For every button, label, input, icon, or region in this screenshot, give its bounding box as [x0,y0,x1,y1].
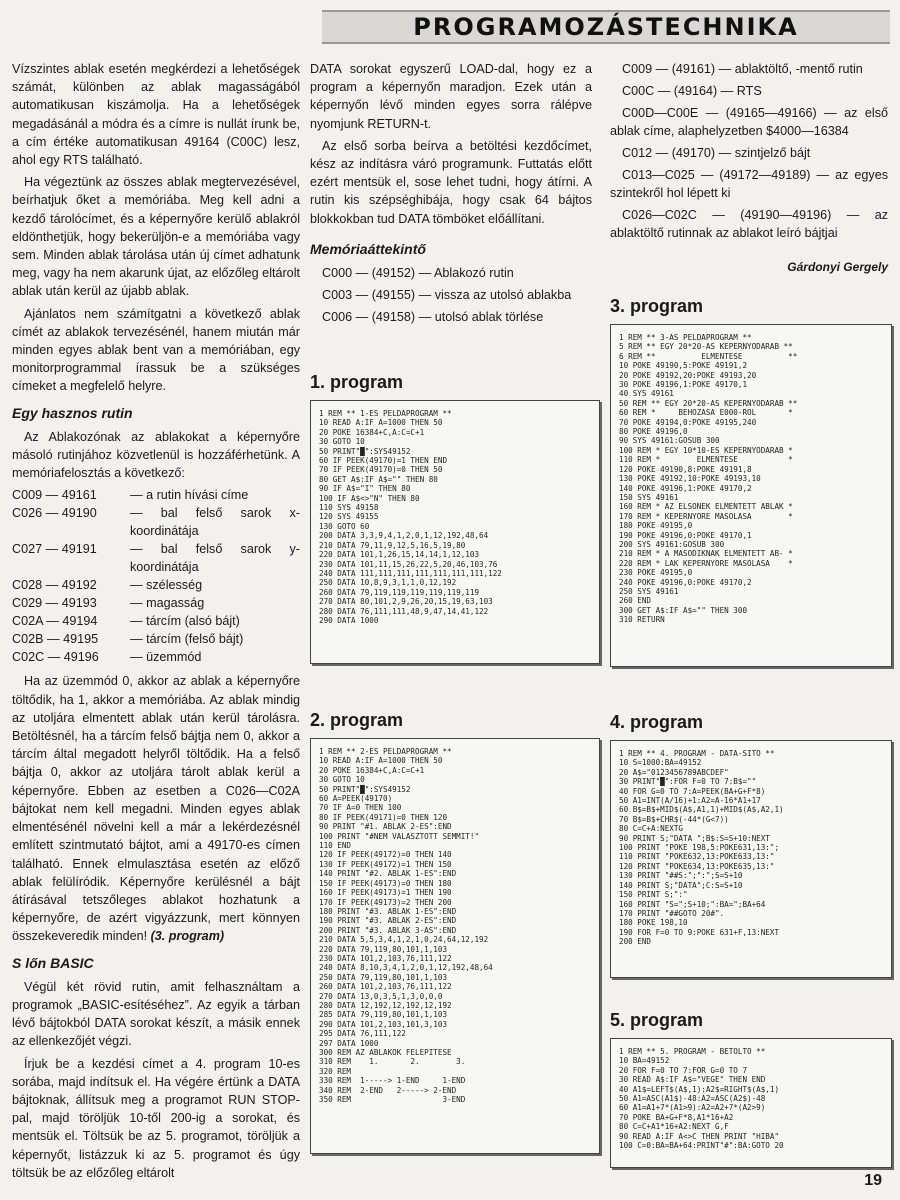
memory-address: C02B — 49195 [12,632,99,647]
program-2-listing [310,738,600,1154]
code-line: 285 DATA 79,119,80,101,1,103 [319,1010,448,1020]
code-line: 1 REM ** 3-AS PELDAPROGRAM ** [619,333,752,342]
code-line: 70 IF PEEK(49170)=0 THEN 50 [319,465,443,475]
code-line: 100 IF A$<>"N" THEN 80 [319,493,420,503]
memory-desc: — tárcím (felső bájt) [130,632,244,647]
code-line: 170 IF PEEK(49173)=2 THEN 200 [319,897,452,907]
code-line: 190 FOR F=0 TO 9:POKE 631+F,13:NEXT [619,927,780,937]
program-1-listing [310,400,600,664]
code-line: 260 DATA 79,119,119,119,119,119,119 [319,587,480,597]
code-line: 50 PRINT"█":SYS49152 [319,784,411,794]
code-line: 240 DATA 111,111,111,111,111,111,111,122 [319,568,502,578]
memory-address: C026 — 49190 [12,506,97,521]
memory-row [12,648,300,666]
code-line: 295 DATA 76,111,122 [319,1029,406,1039]
column-3 [610,60,888,276]
memory-row [12,504,300,540]
memory-row [12,630,300,648]
code-line: 60 B$=B$+MID$(A$,A1,1)+MID$(A$,A2,1) [619,805,784,815]
program-5-listing [610,1038,892,1168]
paragraph: Ajánlatos nem számítgatni a következő ablak címét az ablakok tervezésénél, hanem miután már minden egyes ablak bent van a memóriában, egy monitorprogrammal írassuk be a szükséges címeket a megfelelő helyre. [12,306,300,394]
code-line: 110 PRINT "POKE632,13:POKE633,13:" [619,852,775,862]
program-4-listing [610,740,892,978]
code-line: 10 READ A:IF A=1000 THEN 50 [319,418,443,428]
code-line: 200 PRINT "#3. ABLAK 3-AS":END [319,925,457,935]
code-line: 210 REM * A MASODIKNAK ELMENTETT AB- * [619,549,793,559]
code-line: 50 PRINT"█":SYS49152 [319,446,411,456]
memory-line: C003 — (49155) — vissza az utolsó ablakba [322,288,572,303]
code-line: 110 SYS 49158 [319,503,379,513]
code-line: 100 REM * EGY 10*10-ES KEPERNYODARAB * [619,445,793,455]
code-line: 190 POKE 49196,0:POKE 49170,1 [619,530,752,540]
code-line: 50 A1=INT(A/16)+1:A2=A-16*A1+17 [619,796,761,806]
code-line: 80 IF PEEK(49171)=0 THEN 120 [319,812,448,822]
code-line: 260 END [619,596,652,606]
code-line: 130 IF PEEK(49172)=1 THEN 150 [319,859,452,869]
paragraph: Írjuk be a kezdési címet a 4. program 10-es sorába, majd indítsuk el. Ha végére értünk a DATA bájtoknak, állítsuk meg a programot RUN STOP-pal, majd töröljük 10-től 200-ig a sorokat, és mentsük el. Töltsük be az 5. programot, töröljük a képernyőt, listázzuk ki az 5. programot és úgy töltsük be az előzőleg eltárolt [12,1056,300,1180]
code-line: 60 REM * BEHOZASA E000-ROL * [619,408,793,418]
memory-address: C02C — 49196 [12,650,99,665]
memory-line: C000 — (49152) — Ablakozó rutin [322,266,514,281]
code-line: 10 BA=49152 [619,1056,670,1066]
code-line: 40 A1$=LEFT$(A$,1):A2$=RIGHT$(A$,1) [619,1084,780,1094]
code-line: 160 IF PEEK(49173)=1 THEN 190 [319,888,452,898]
memory-address: C027 — 49191 [12,542,97,557]
code-line: 290 DATA 1000 [319,615,379,625]
code-line: 300 REM AZ ABLAKOK FELEPITESE [319,1048,452,1057]
code-line: 100 PRINT "#NEM VALASZTOTT SEMMIT!" [319,831,480,841]
memory-row [12,540,300,576]
code-line: 50 REM ** EGY 20*20-AS KEPERNYODARAB ** [619,398,798,408]
code-line: 10 POKE 49190,5:POKE 49191,2 [619,361,748,371]
code-line: 30 PRINT"█":FOR F=0 TO 7:B$="" [619,777,757,787]
code-line: 320 REM [319,1066,352,1076]
code-line: 220 DATA 101,1,26,15,14,14,1,12,103 [319,550,480,560]
memory-table [12,486,300,666]
code-line: 80 C=C+A1*16+A2:NEXT G,F [619,1122,729,1132]
paragraph: Ha végeztünk az összes ablak megtervezésével, beírhatjuk őket a memóriába. Meg kell adni a kezdő tárolócímet, és a képernyőre kerülő ablakról eldönthetjük, hogy bekerüljön-e a memóriába vagy sem. Minden ablak tárolása után új címet adhatunk meg, vagy ha nem akarunk újat, az előzőleg eltárolt ablak után kerül az újabb ablak. [12,175,300,299]
code-line: 120 IF PEEK(49172)=0 THEN 140 [319,850,452,860]
code-line: 70 POKE BA+G+F*8,A1*16+A2 [619,1112,734,1122]
program-2-title: 2. program [310,710,404,730]
memory-line: C012 — (49170) — szintjelző bájt [622,146,811,160]
code-line: 170 PRINT "##GOTO 20#". [619,908,725,918]
program-5-title: 5. program [610,1010,704,1030]
code-line: 1 REM ** 1-ES PELDAPROGRAM ** [319,409,452,418]
memory-desc: — bal felső sarok y-koordinátája [130,542,300,575]
code-line: 40 FOR G=0 TO 7:A=PEEK(BA+G+F*8) [619,786,766,796]
code-line: 60 IF PEEK(49170)=1 THEN END [319,456,448,466]
code-line: 30 READ A$:IF A$="VEGE" THEN END [619,1075,766,1085]
code-line: 1 REM ** 2-ES PELDAPROGRAM ** [319,747,452,756]
code-line: 180 POKE 198,10 [619,918,688,928]
code-line: 40 SYS 49161 [619,389,674,399]
code-line: 130 GOTO 60 [319,521,370,531]
code-line: 150 PRINT S;":" [619,890,688,900]
memory-desc: — a rutin hívási címe [130,488,249,503]
paragraph: Az első sorba beírva a betöltési kezdőcímet, kész az indításra váró programunk. Futtatás előtt ezért mentsük el, sose lehet tudni, hogy átírni. A rutin kis szépséghibája, hogy csak 64 bájtos blokkokban tud DATA tömböket előállítani. [310,138,592,226]
code-line: 297 DATA 1000 [319,1038,379,1048]
code-line: 60 A=PEEK(49170) [319,794,393,804]
code-line: 270 DATA 80,101,2,9,26,20,15,19,63,103 [319,597,493,607]
code-line: 80 C=C+A:NEXTG [619,824,684,834]
program-reference: (3. program) [150,929,225,944]
code-line: 170 REM * KEPERNYORE MASOLASA * [619,511,793,521]
code-line: 220 REM * LAK KEPERNYORE MASOLASA * [619,558,793,568]
paragraph: DATA sorokat egyszerű LOAD-dal, hogy ez a program a képernyőn maradjon. Ezek után a képernyőn lévő minden egyes sorra rálépve nyomjunk RETURN-t. [310,62,592,131]
code-line: 340 REM 2-END 2-----> 2-END [319,1085,457,1095]
memory-address: C009 — 49161 [12,488,97,503]
code-line: 90 PRINT S;"DATA ";B$:S=S+10:NEXT [619,833,770,843]
code-line: 230 POKE 49195,0 [619,568,693,578]
code-line: 300 GET A$:IF A$="" THEN 300 [619,605,748,615]
author: Gárdonyi Gergely [787,260,888,274]
paragraph-text: Ha az üzemmód 0, akkor az ablak a képernyőre töltődik, ha 1, akkor a memóriába. Az ablak mindig az utoljára elmentett ablak után kerül tárolásra. Betöltésnél, ha a tárcím felső bájtja nem 0, akkor a tárcím által megadott helyről töltődik. Ha a felső bájtja 0, akkor az utoljára tárolt ablak kerül a képernyőre. Ebben az esetben a C026—C02A bájtokat nem kell megadni. Minden egyes ablak elmentésénél növelni kell a már a lekérdezésnél említett szintmutató bájtot, ami a 49170-es címen található. Ennek elmulasztása esetén az előző ablak felülíródik. Képernyőre kerülésnél a bájt átírásával tetszőleges ablakot hozhatunk a képernyőre, de azért vigyázzunk, mert könnyen összekeveredik minden! [12,674,300,944]
code-line: 100 PRINT "POKE 198,5:POKE631,13:"; [619,843,780,853]
code-line: 80 GET A$:IF A$="" THEN 80 [319,474,438,484]
section-header [322,10,890,44]
code-line: 50 A1=ASC(A1$)-48:A2=ASC(A2$)-48 [619,1094,766,1104]
code-line: 240 DATA 8,10,3,4,1,2,0,1,12,192,48,64 [319,963,493,973]
code-line: 10 S=1000:BA=49152 [619,758,702,768]
code-line: 70 B$=B$+CHR$(-44*(G<7)) [619,814,729,824]
paragraph: Vízszintes ablak esetén megkérdezi a lehetőségek számát, különben az ablak magasságából automatikusan kiszámolja. Ha a lehetőségek megadásánál a módra és a címre is nullát írunk be, a cím értéke automatikusan 49164 (C00C) lesz, ahol egy RTS található. [12,62,300,168]
memory-line: C026—C02C — (49190—49196) — az ablaktöltő rutinnak az ablakot leíró bájtjai [610,208,888,240]
memory-desc: — magasság [130,596,205,611]
memory-desc: — bal felső sarok x-koordinátája [130,506,300,539]
code-line: 180 POKE 49195,0 [619,521,693,531]
memory-address: C029 — 49193 [12,596,97,611]
code-line: 130 POKE 49192,10:POKE 49193,10 [619,474,761,484]
code-line: 30 GOTO 10 [319,437,365,447]
code-line: 140 POKE 49196,1:POKE 49170,2 [619,483,752,493]
code-line: 250 DATA 79,119,80,101,1,103 [319,972,448,982]
code-line: 240 POKE 49196,0:POKE 49170,2 [619,577,752,587]
code-line: 130 PRINT "##S:";":";S=S+10 [619,871,743,881]
paragraph: Az Ablakozónak az ablakokat a képernyőre másoló rutinjához közvetlenül is hozzáférhetünk. A memóriafelosztás a következő: [12,429,300,481]
code-line: 150 SYS 49161 [619,492,679,502]
column-1 [12,60,300,1186]
code-line: 1 REM ** 5. PROGRAM - BETOLTO ** [619,1047,766,1056]
code-line: 270 DATA 13,0,3,5,1,3,0,0,0 [319,991,443,1001]
code-line: 200 SYS 49161:GOSUB 300 [619,539,725,549]
memory-row [12,594,300,612]
code-line: 280 DATA 76,111,111,48,9,47,14,41,122 [319,606,489,616]
memory-desc: — szélesség [130,578,203,593]
code-line: 100 C=0:BA=BA+64:PRINT"#":BA:GOTO 20 [619,1141,784,1151]
code-line: 1 REM ** 4. PROGRAM - DATA-SITO ** [619,749,775,758]
code-line: 20 POKE 49192,20:POKE 49193,20 [619,370,757,380]
code-line: 120 PRINT "POKE634,13:POKE635,13:" [619,861,775,871]
code-line: 140 PRINT "#2. ABLAK 1-ES":END [319,869,457,879]
subheading-basic: S lőn BASIC [12,954,94,971]
program-1-title: 1. program [310,372,404,392]
memory-line: C013—C025 — (49172—49189) — az egyes szintekről hol lépett ki [610,168,888,200]
page-number: 19 [864,1172,882,1189]
code-line: 20 POKE 16384+C,A:C=C+1 [319,427,425,437]
code-line: 110 END [319,841,352,851]
code-line: 120 SYS 49155 [319,512,379,522]
memory-line: C009 — (49161) — ablaktöltő, -mentő rutin [622,62,863,76]
code-line: 150 IF PEEK(49173)=0 THEN 180 [319,878,452,888]
code-line: 6 REM ** ELMENTESE ** [619,351,798,361]
subheading-useful-routine: Egy hasznos rutin [12,404,133,421]
memory-line: C006 — (49158) — utolsó ablak törlése [322,310,544,325]
code-line: 30 POKE 49196,1:POKE 49170,1 [619,380,748,390]
code-line: 70 POKE 49194,0:POKE 49195,240 [619,417,757,427]
code-line: 230 DATA 101,11,15,26,22,5,20,46,103,76 [319,559,498,569]
code-line: 200 DATA 3,3,9,4,1,2,0,1,12,192,48,64 [319,531,489,541]
memory-line: C00D—C00E — (49165—49166) — az első ablak címe, alaphelyzetben $4000—16384 [610,106,888,138]
code-line: 120 POKE 49190,8:POKE 49191,8 [619,464,752,474]
code-line: 310 RETURN [619,615,665,625]
program-3-title: 3. program [610,296,704,316]
code-line: 190 PRINT "#3. ABLAK 2-ES":END [319,916,457,926]
code-line: 250 DATA 10,8,9,3,1,1,0,12,192 [319,578,457,588]
code-line: 160 PRINT "S=";S+10;":BA=";BA+64 [619,899,766,909]
code-line: 110 REM * ELMENTESE * [619,455,793,465]
code-line: 60 A1=A1+7*(A1>9):A2=A2+7*(A2>9) [619,1103,766,1113]
code-line: 5 REM ** EGY 20*20-AS KEPERNYODARAB ** [619,342,793,352]
code-line: 260 DATA 101,2,103,76,111,122 [319,982,452,992]
code-line: 210 DATA 5,5,3,4,1,2,1,0,24,64,12,192 [319,935,489,945]
code-line: 20 POKE 16384+C,A:C=C+1 [319,765,425,775]
memory-address: C028 — 49192 [12,578,97,593]
code-line: 90 READ A:IF A<>C THEN PRINT "HIBA" [619,1131,780,1141]
code-line: 140 PRINT S;"DATA";C:S=S+10 [619,880,743,890]
section-title: PROGRAMOZÁSTECHNIKA [413,13,799,41]
code-line: 200 END [619,937,652,947]
memory-row [12,486,300,504]
code-line: 290 DATA 101,2,103,101,3,103 [319,1019,448,1029]
memory-desc: — üzemmód [130,650,202,665]
code-line: 310 REM 1. 2. 3. [319,1057,466,1067]
code-line: 90 SYS 49161:GOSUB 300 [619,436,720,446]
code-line: 10 READ A:IF A=1000 THEN 50 [319,756,443,766]
code-line: 160 REM * AZ ELSONEK ELMENTETT ABLAK * [619,502,793,512]
code-line: 280 DATA 12,192,12,192,12,192 [319,1000,452,1010]
paragraph: Végül két rövid rutin, amit felhasználtam a programok „BASIC-esítéséhez”. Az egyik a tárban lévő bájtokból DATA sorokat készít, a másik ennek az ellenkezőjét végzi. [12,979,300,1049]
code-line: 90 PRINT "#1. ABLAK 2-ES":END [319,822,452,832]
memory-row [12,612,300,630]
column-2 [310,60,592,330]
memory-address: C02A — 49194 [12,614,98,629]
memory-line: C00C — (49164) — RTS [622,84,762,98]
code-line: 220 DATA 79,119,80,101,1,103 [319,944,448,954]
code-line: 330 REM 1-----> 1-END 1-END [319,1076,466,1086]
code-line: 90 IF A$="I" THEN 80 [319,484,411,494]
program-3-listing [610,324,892,667]
code-line: 20 A$="0123456789ABCDEF" [619,767,729,777]
code-line: 230 DATA 101,2,103,76,111,122 [319,953,452,963]
code-line: 70 IF A=0 THEN 100 [319,803,402,813]
code-line: 30 GOTO 10 [319,775,365,785]
code-line: 210 DATA 79,11,9,12,5,16,5,19,80 [319,540,466,550]
paragraph [12,672,300,945]
memory-row [12,576,300,594]
code-line: 250 SYS 49161 [619,586,679,596]
code-line: 80 POKE 49196,0 [619,427,688,437]
code-line: 20 FOR F=0 TO 7:FOR G=0 TO 7 [619,1065,748,1075]
subheading-memory-overview: Memóriaáttekintő [310,240,426,257]
code-line: 350 REM 3-END [319,1095,466,1105]
code-line: 180 PRINT "#3. ABLAK 1-ES":END [319,906,457,916]
program-4-title: 4. program [610,712,704,732]
memory-desc: — tárcím (alsó bájt) [130,614,240,629]
